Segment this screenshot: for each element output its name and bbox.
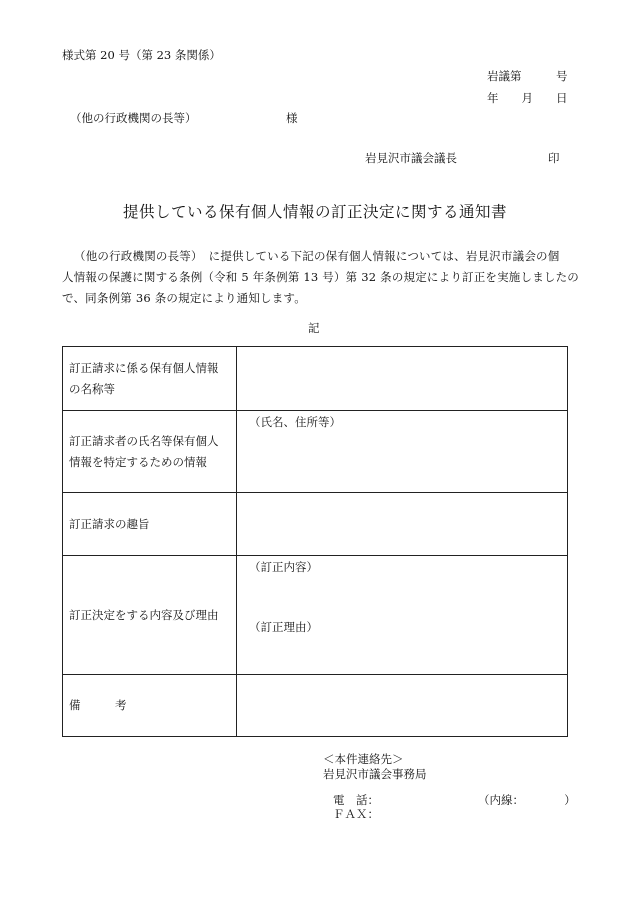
label-line: 訂正請求者の氏名等保有個人 [69,433,219,448]
form-number: 様式第 20 号（第 23 条関係） [62,48,221,62]
row-value-decision [237,556,568,675]
recipient-suffix: 様 [286,111,298,125]
document-number: 岩議第 号 [487,69,568,83]
label-line: 訂正請求に係る保有個人情報 [69,360,219,375]
requester-note: （氏名、住所等） [249,415,341,429]
row-label-purpose: 訂正請求の趣旨 [63,493,237,556]
table-row [63,347,568,411]
contact-heading: ＜本件連絡先＞ [323,752,404,766]
fax-label: ＦＡＸ： [333,807,379,821]
document-title: 提供している保有個人情報の訂正決定に関する通知書 [122,203,507,221]
body-line: で、同条例第 36 条の規定により通知します。 [62,291,306,305]
phone-label: 電 話： [333,793,379,807]
row-value-purpose [237,493,568,556]
contact-office: 岩見沢市議会事務局 [323,767,427,781]
issue-date: 年 月 日 [487,91,568,105]
sender: 岩見沢市議会議長 [365,151,457,165]
row-label-requester [63,411,237,493]
correction-reason-note: （訂正理由） [249,620,318,634]
table-row [63,675,568,737]
recipient: （他の行政機関の長等） [70,111,197,125]
correction-table [62,346,568,737]
table-row [63,411,568,493]
row-value-name [237,347,568,411]
label-line: の名称等 [69,381,115,396]
body-line: 人情報の保護に関する条例（令和 5 年条例第 13 号）第 32 条の規定により訂正を実施しましたの [62,270,580,284]
row-value-requester [237,411,568,493]
correction-content-note: （訂正内容） [249,560,318,574]
ki-heading: 記 [308,321,320,335]
extension-label: （内線： ） [478,793,576,807]
seal-mark: 印 [548,151,560,165]
row-label-decision: 訂正決定をする内容及び理由 [63,556,237,675]
body-line: （他の行政機関の長等） に提供している下記の保有個人情報については、岩見沢市議会の個 [74,249,560,263]
table-row [63,556,568,675]
body-text [62,246,580,309]
row-label-name [63,347,237,411]
row-value-remarks [237,675,568,737]
row-label-remarks: 備 考 [63,675,237,737]
table-row [63,493,568,556]
label-line: 情報を特定するための情報 [69,454,207,469]
